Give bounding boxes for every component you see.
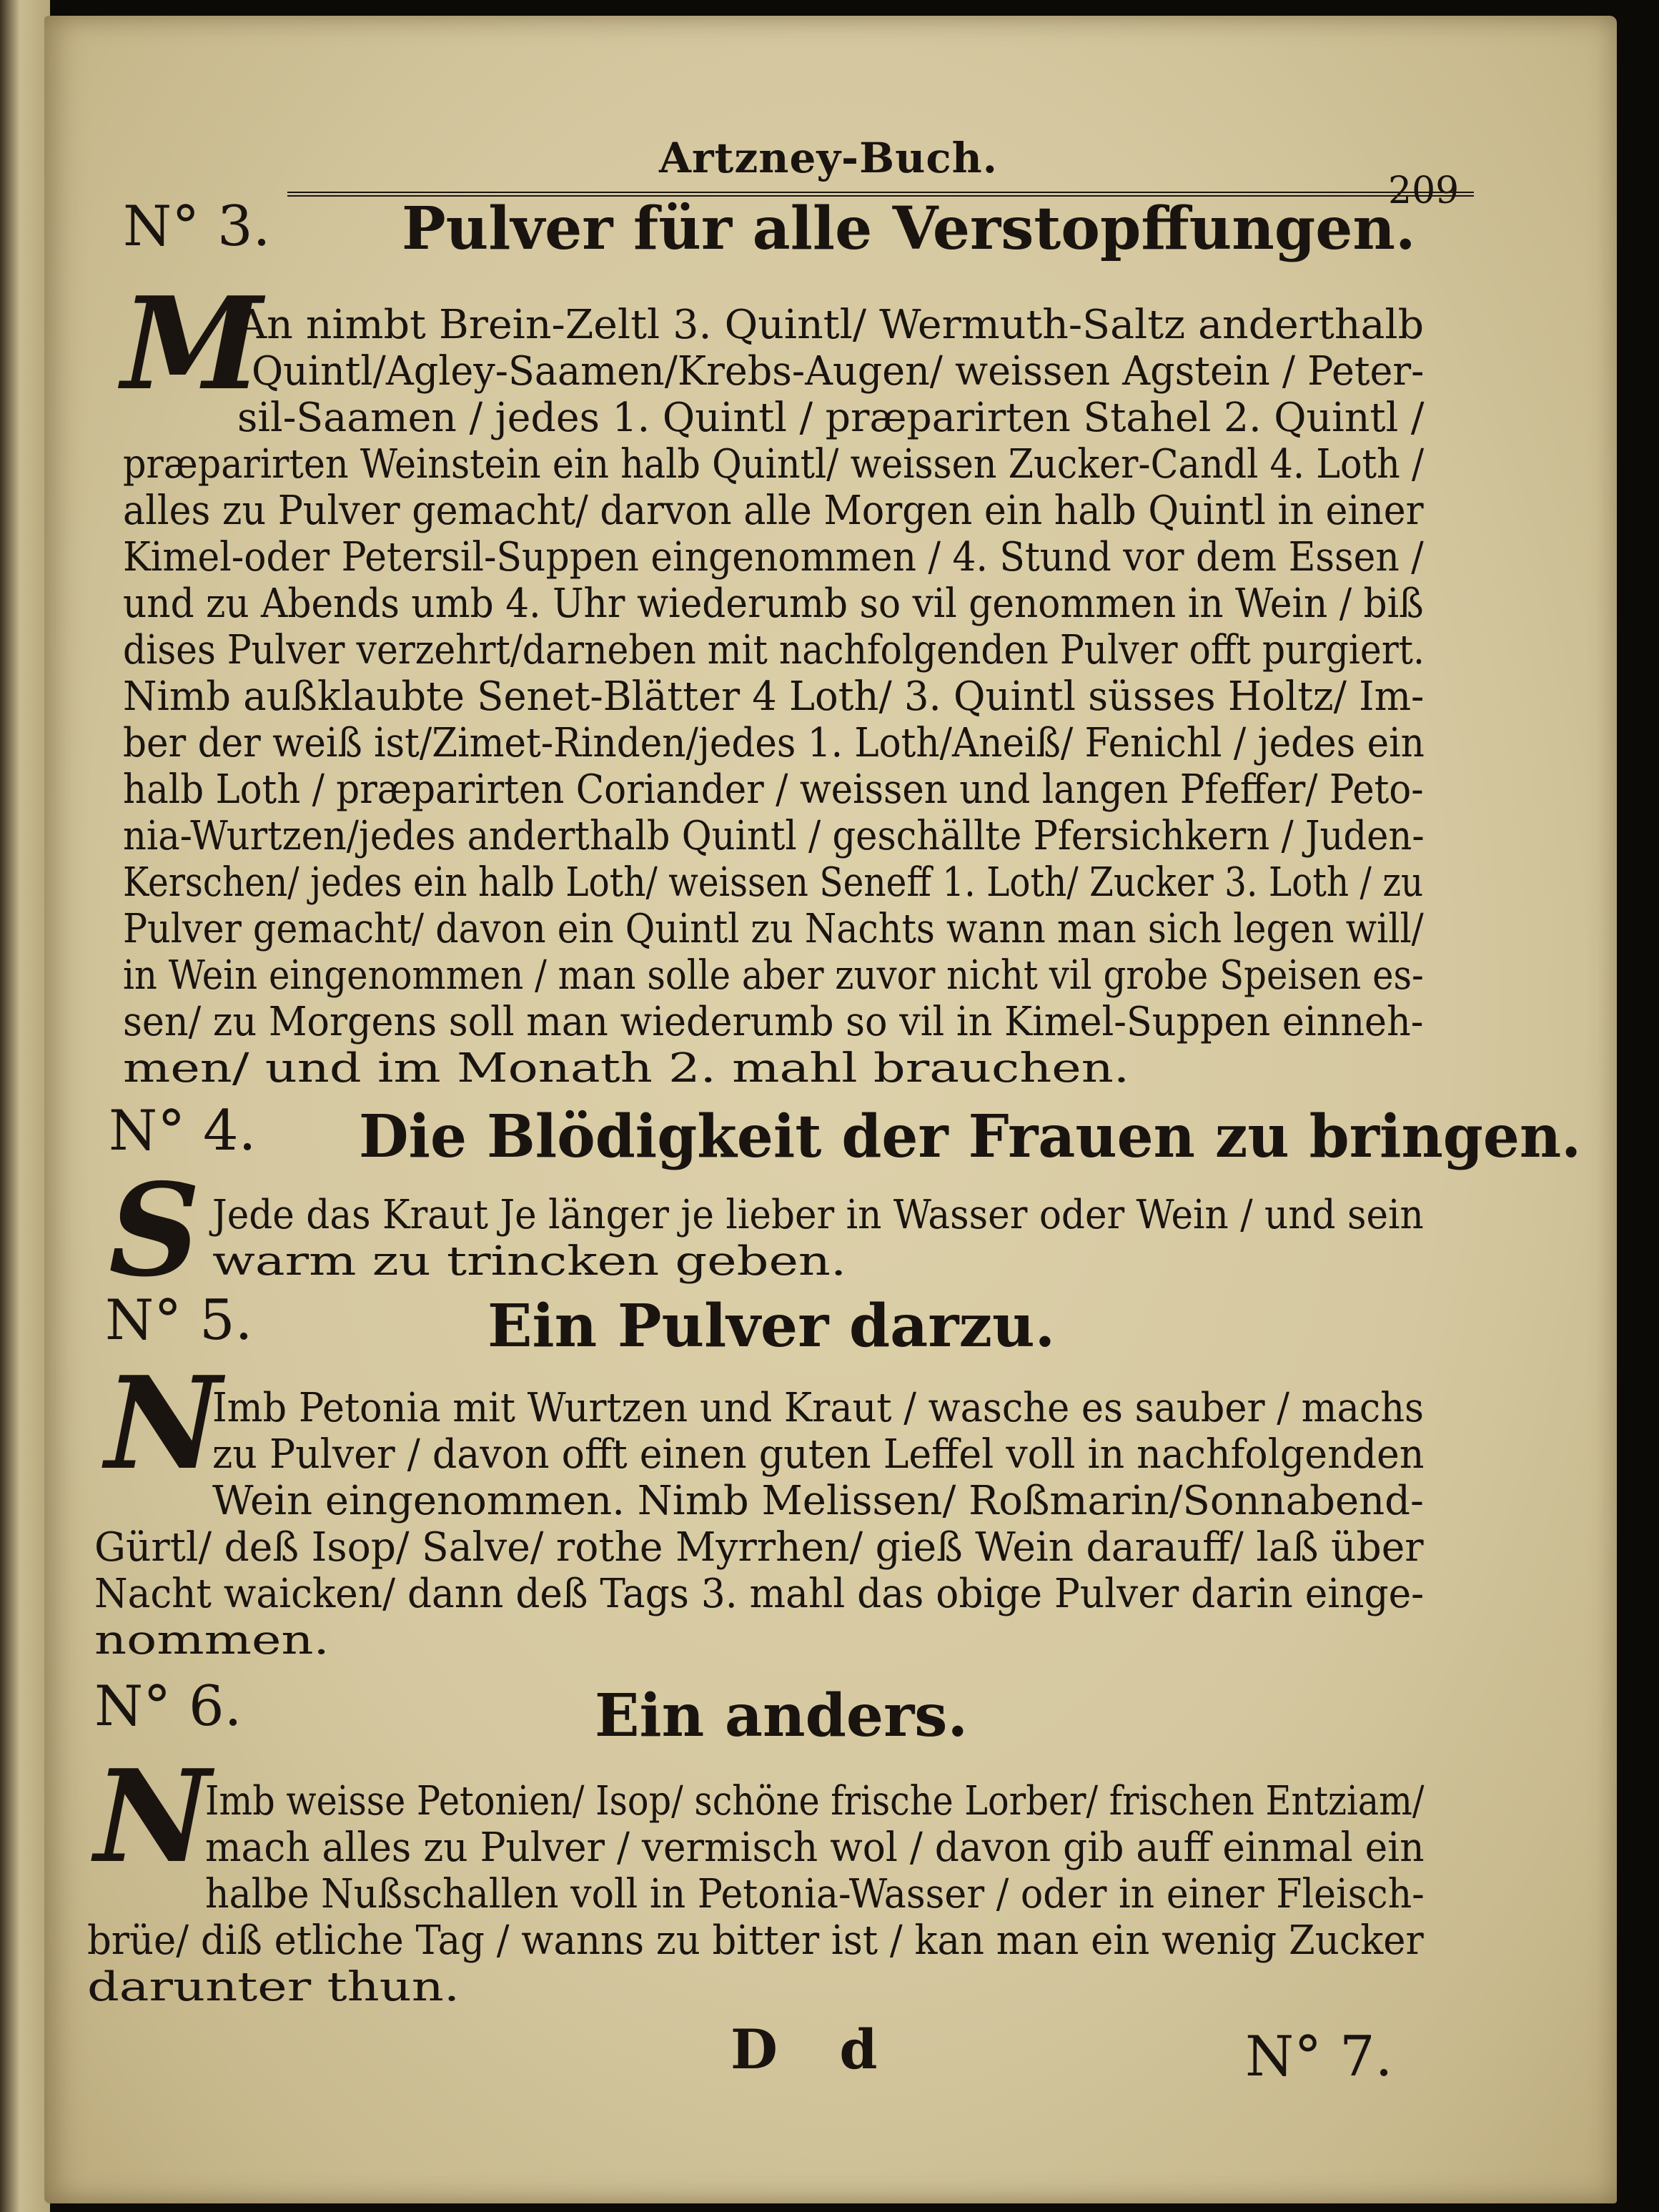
body-line: brüe/ diß etliche Tag / wanns zu bitter ist / kan man ein wenig Zucker [87,1917,1424,1964]
entry-number: N° 6. [94,1674,242,1739]
body-line: dises Pulver verzehrt/darneben mit nachfolgenden Pulver offt purgiert. [123,627,1425,673]
entry-number: N° 3. [123,194,271,259]
entry-title: Ein anders. [595,1682,968,1750]
body-line: Kimel-oder Petersil-Suppen eingenommen / 4. Stund vor dem Essen / [123,534,1424,581]
drop-cap: M [122,269,263,418]
body-line: Nacht waicken/ dann deß Tags 3. mahl das obige Pulver darin einge- [94,1571,1425,1617]
body-line: halb Loth / præparirten Coriander / weissen und langen Pfeffer/ Peto- [123,766,1424,813]
entry-title: Pulver für alle Verstopffungen. [402,194,1416,263]
body-line: An nimbt Brein-Zeltl 3. Quintl/ Wermuth-Saltz anderthalb [237,302,1425,348]
drop-cap: S [109,1155,201,1305]
body-line: mach alles zu Pulver / vermisch wol / davon gib auff einmal ein [205,1825,1425,1871]
body-line: Gürtl/ deß Isop/ Salve/ rothe Myrrhen/ gieß Wein darauff/ laß über [94,1524,1424,1571]
entry-number: N° 4. [109,1099,257,1163]
catchword: N° 7. [1245,2025,1393,2089]
body-line: zu Pulver / davon offt einen guten Leffel voll in nachfolgenden [212,1431,1425,1478]
body-line: Wein eingenommen. Nimb Melissen/ Roßmarin/Sonnabend- [212,1478,1424,1524]
entry-number: N° 5. [105,1288,253,1353]
body-line: sil-Saamen / jedes 1. Quintl / præparirten Stahel 2. Quintl / [237,395,1425,441]
body-line: men/ und im Monath 2. mahl brauchen. [123,1045,1130,1092]
body-line: nia-Wurtzen/jedes anderthalb Quintl / geschällte Pfersichkern / Juden- [123,813,1425,859]
body-line: sen/ zu Morgens soll man wiederumb so vil in Kimel-Suppen einneh- [123,999,1424,1045]
body-line: warm zu trincken geben. [212,1238,847,1285]
facing-page-edge [0,0,50,2212]
body-line: ber der weiß ist/Zimet-Rinden/jedes 1. Loth/Aneiß/ Fenichl / jedes ein [123,720,1425,766]
body-line: alles zu Pulver gemacht/ darvon alle Morgen ein halb Quintl in einer [123,488,1424,534]
body-line: Jede das Kraut Je länger je lieber in Wasser oder Wein / und sein [212,1192,1424,1238]
body-line: Pulver gemacht/ davon ein Quintl zu Nachts wann man sich legen will/ [123,906,1424,952]
body-line: Kerschen/ jedes ein halb Loth/ weissen Seneff 1. Loth/ Zucker 3. Loth / zu [123,859,1424,906]
body-line: darunter thun. [87,1964,460,2010]
body-line: Imb weisse Petonien/ Isop/ schöne frische Lorber/ frischen Entziam/ [205,1778,1425,1825]
page-sheet [44,16,1617,2203]
drop-cap: N [105,1348,222,1498]
body-line: nommen. [94,1617,330,1664]
running-head: Artzney-Buch. [659,134,998,182]
entry-title: Ein Pulver darzu. [487,1292,1056,1361]
drop-cap: N [94,1742,211,1891]
signature-mark: D d [731,2018,899,2081]
entry-title: Die Blödigkeit der Frauen zu bringen. [359,1102,1582,1171]
page-number: 209 [1388,169,1460,212]
body-line: præparirten Weinstein ein halb Quintl/ weissen Zucker-Candl 4. Loth / [123,441,1425,488]
body-line: und zu Abends umb 4. Uhr wiederumb so vil genommen in Wein / biß [123,581,1424,627]
body-line: in Wein eingenommen / man solle aber zuvor nicht vil grobe Speisen es- [123,952,1424,999]
body-line: Nimb außklaubte Senet-Blätter 4 Loth/ 3. Quintl süsses Holtz/ Im- [123,673,1425,720]
body-line: Quintl/Agley-Saamen/Krebs-Augen/ weissen Agstein / Peter- [252,348,1425,395]
body-line: halbe Nußschallen voll in Petonia-Wasser / oder in einer Fleisch- [205,1871,1425,1917]
body-line: Imb Petonia mit Wurtzen und Kraut / wasche es sauber / machs [212,1385,1424,1431]
